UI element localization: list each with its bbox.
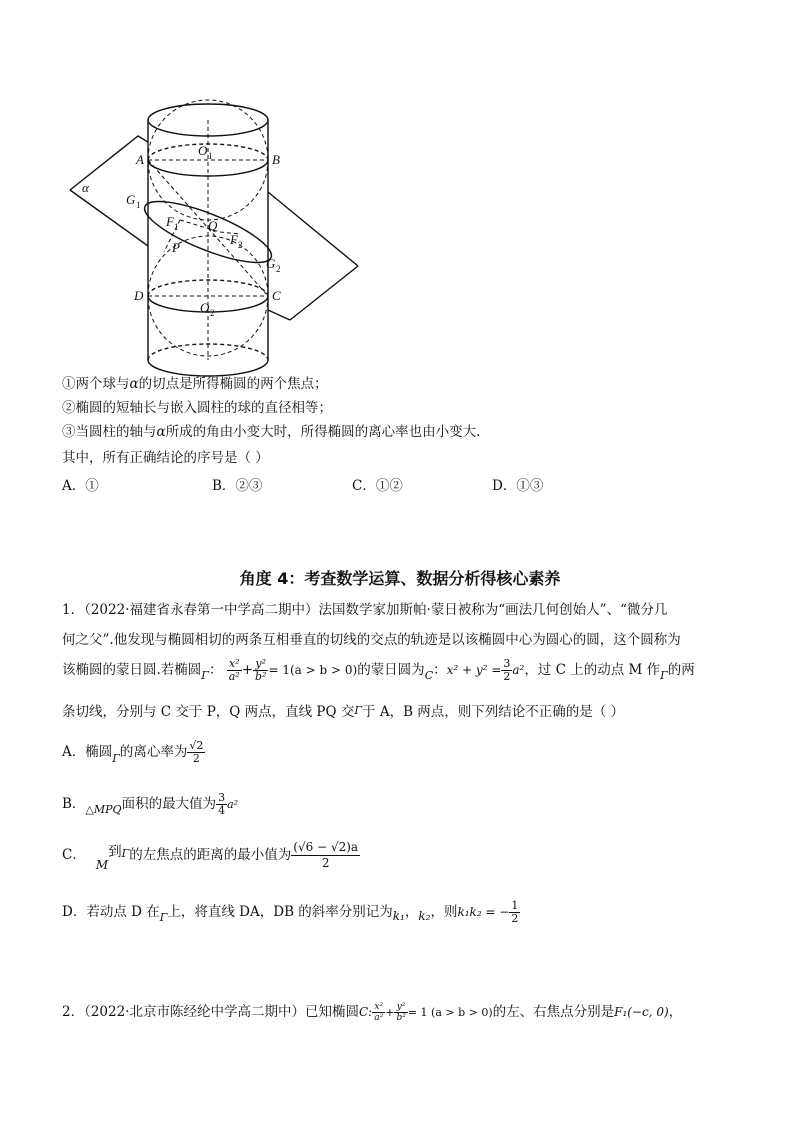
statement-3: ③当圆柱的轴与α所成的角由小变大时，所得椭圆的离心率也由小变大. xyxy=(62,424,481,440)
frac-x2-a2: $\frac{\text{x²}}{\text{a²}}$ xyxy=(228,657,240,683)
statement-1: ①两个球与α的切点是所得椭圆的两个焦点； xyxy=(62,376,328,392)
problem1-option-b[interactable]: B．$_{\triangle MPQ}$面积的最大值为 $\frac{3}{4}$ a² xyxy=(62,791,239,817)
problem1-option-a[interactable]: A．椭圆$_\Gamma$的离心率为 $\frac{√2}{2}$ xyxy=(62,739,204,765)
frac-y2-b2-p2: $\frac{\text{y²}}{\text{b²}}$ xyxy=(396,1002,406,1023)
frac-x2-a2-p2: $\frac{\text{x²}}{\text{a²}}$ xyxy=(374,1002,384,1023)
cylinder-figure xyxy=(60,80,380,380)
label-C: C xyxy=(272,288,281,303)
section-heading: 角度 4：考查数学运算、数据分析得核心素养 xyxy=(239,569,561,588)
option-b[interactable]: B．②③ xyxy=(212,478,263,494)
problem1-line4: 条切线，分别与 C 交于 P，Q 两点，直线 PQ 交Γ于 A，B 两点，则下列结论不正确的是（ ） xyxy=(62,704,625,720)
frac-3-2: $\frac{3}{2}$ xyxy=(503,657,511,683)
label-B: B xyxy=(272,152,280,167)
label-O1-sub: 1 xyxy=(208,151,213,161)
frac-3-4: $\frac{3}{4}$ xyxy=(218,791,226,817)
label-F2-sub: 2 xyxy=(238,240,243,250)
frac-sqrt6-sqrt2: $\frac{(√6 - √2)a}{2}$ xyxy=(293,840,359,870)
problem2-line1: 2．（2022·北京市陈经纶中学高二期中）已知椭圆C: $\frac{\text{x²}}{\text{a²}}$ + $\frac{\text{y²}}{\text{b²}}$ = 1 (a > b > 0)的左、右焦点分别是F₁(−c, 0)， xyxy=(62,1002,683,1023)
label-G1-sub: 1 xyxy=(136,200,141,210)
label-G1: G xyxy=(126,192,136,207)
frac-y2-b2: $\frac{\text{y²}}{\text{b²}}$ xyxy=(255,657,267,683)
problem1-line3: 该椭圆的蒙日圆.若椭圆$_\Gamma$： $\frac{\text{x²}}{\text{a²}}$ + $\frac{\text{y²}}{\text{b²}}$ = 1(a > b > 0)的蒙日圆为$_C$：x² + y² = $\frac{3}{2}$ a²，过 C 上的动点 M 作$_\Gamma$的两 xyxy=(62,657,695,683)
label-Q: Q xyxy=(208,218,218,233)
label-O2: O xyxy=(200,300,210,315)
label-F1-sub: 1 xyxy=(174,222,179,232)
problem1-option-d[interactable]: D．若动点 D 在$_\Gamma$上，将直线 DA，DB 的斜率分别记为k₁，k₂，则k₁k₂ = − $\frac{1}{2}$ xyxy=(62,899,519,925)
label-F1: F xyxy=(166,214,174,229)
label-O2-sub: 2 xyxy=(210,308,215,318)
question-prompt: 其中，所有正确结论的序号是（ ） xyxy=(62,450,269,466)
label-A: A xyxy=(136,152,144,167)
statement-2: ②椭圆的短轴长与嵌入圆柱的球的直径相等； xyxy=(62,400,332,416)
problem1-line2: 何之父”.他发现与椭圆相切的两条互相垂直的切线的交点的轨迹是以该椭圆中心为圆心的圆，这个圆称为 xyxy=(62,632,681,648)
option-c[interactable]: C．①② xyxy=(352,478,403,494)
problem1-option-c[interactable]: C．M到Γ的左焦点的距离的最小值为 $\frac{(√6 - √2)a}{2}$ xyxy=(62,840,359,872)
label-P: P xyxy=(172,240,180,255)
option-d[interactable]: D．①③ xyxy=(492,478,544,494)
option-a[interactable]: A．① xyxy=(62,478,99,494)
frac-1-2: $\frac{1}{2}$ xyxy=(511,899,519,925)
label-F2: F xyxy=(230,232,238,247)
frac-sqrt2-2: $\frac{√2}{2}$ xyxy=(189,739,204,765)
label-G2: G xyxy=(266,256,276,271)
label-alpha: α xyxy=(82,180,89,195)
label-D: D xyxy=(134,288,144,303)
label-G2-sub: 2 xyxy=(276,264,281,274)
label-O1: O xyxy=(198,143,208,158)
problem1-line1: 1．（2022·福建省永春第一中学高二期中）法国数学家加斯帕·蒙日被称为“画法几何创始人”、“微分几 xyxy=(62,602,668,618)
